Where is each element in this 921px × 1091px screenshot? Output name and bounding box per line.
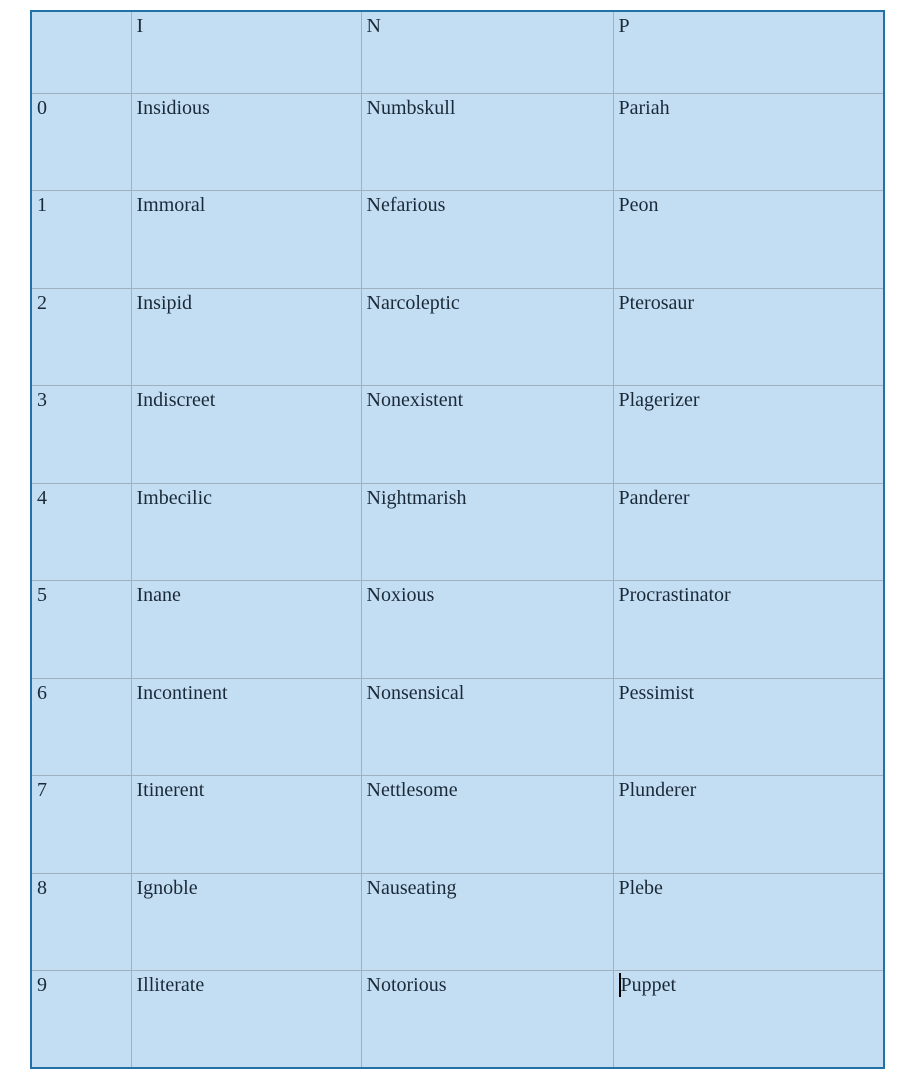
table-row	[31, 386, 884, 484]
table-row	[31, 873, 884, 971]
cell[interactable]: Noxious	[361, 581, 613, 679]
row-index-cell[interactable]: 2	[31, 288, 131, 386]
cell[interactable]: Nightmarish	[361, 483, 613, 581]
table-row	[31, 483, 884, 581]
row-index-cell[interactable]: 9	[31, 971, 131, 1069]
cell[interactable]: Imbecilic	[131, 483, 361, 581]
cell[interactable]: Pterosaur	[613, 288, 884, 386]
cell[interactable]: Nettlesome	[361, 776, 613, 874]
row-index-cell[interactable]: 0	[31, 93, 131, 191]
header-cell-index[interactable]	[31, 11, 131, 93]
cell[interactable]: Numbskull	[361, 93, 613, 191]
row-index-cell[interactable]: 1	[31, 191, 131, 289]
cell-text: Puppet	[620, 974, 677, 996]
cell[interactable]: Panderer	[613, 483, 884, 581]
table-row	[31, 191, 884, 289]
cell[interactable]: Itinerent	[131, 776, 361, 874]
cell[interactable]: Notorious	[361, 971, 613, 1069]
cell[interactable]: Peon	[613, 191, 884, 289]
table-row	[31, 581, 884, 679]
row-index-cell[interactable]: 6	[31, 678, 131, 776]
table-row	[31, 971, 884, 1069]
cell[interactable]: Plunderer	[613, 776, 884, 874]
cell[interactable]: Plebe	[613, 873, 884, 971]
cell[interactable]: Insipid	[131, 288, 361, 386]
table-header-row	[31, 11, 884, 93]
header-cell-i[interactable]: I	[131, 11, 361, 93]
table-row	[31, 93, 884, 191]
cell[interactable]: Illiterate	[131, 971, 361, 1069]
cell[interactable]: Pessimist	[613, 678, 884, 776]
cell-with-cursor[interactable]	[613, 971, 884, 1069]
cell[interactable]: Immoral	[131, 191, 361, 289]
cell[interactable]: Pariah	[613, 93, 884, 191]
row-index-cell[interactable]: 4	[31, 483, 131, 581]
table-row	[31, 776, 884, 874]
row-index-cell[interactable]: 8	[31, 873, 131, 971]
cell[interactable]: Nonsensical	[361, 678, 613, 776]
cell[interactable]: Procrastinator	[613, 581, 884, 679]
cell[interactable]: Indiscreet	[131, 386, 361, 484]
cell[interactable]: Inane	[131, 581, 361, 679]
cell[interactable]: Nauseating	[361, 873, 613, 971]
table-container	[30, 10, 885, 1069]
row-index-cell[interactable]: 5	[31, 581, 131, 679]
cell[interactable]: Ignoble	[131, 873, 361, 971]
row-index-cell[interactable]: 7	[31, 776, 131, 874]
table-row	[31, 678, 884, 776]
cell[interactable]: Narcoleptic	[361, 288, 613, 386]
header-cell-n[interactable]: N	[361, 11, 613, 93]
row-index-cell[interactable]: 3	[31, 386, 131, 484]
cell[interactable]: Plagerizer	[613, 386, 884, 484]
header-cell-p[interactable]: P	[613, 11, 884, 93]
cell[interactable]: Nefarious	[361, 191, 613, 289]
cell[interactable]: Incontinent	[131, 678, 361, 776]
word-table	[30, 10, 885, 1069]
cell[interactable]: Insidious	[131, 93, 361, 191]
table-row	[31, 288, 884, 386]
cell[interactable]: Nonexistent	[361, 386, 613, 484]
